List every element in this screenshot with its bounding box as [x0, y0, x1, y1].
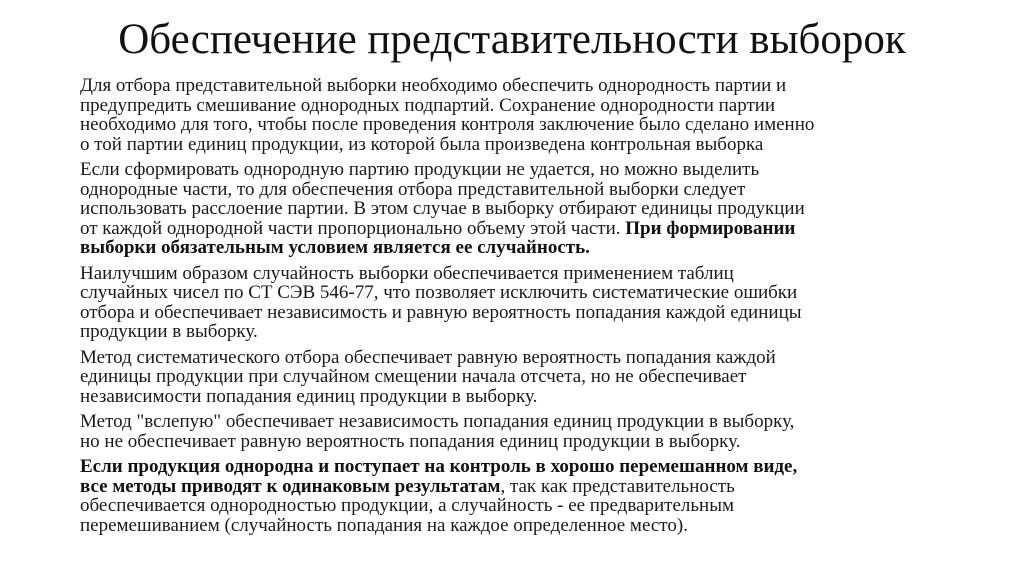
text-line — [80, 477, 960, 497]
text-line — [80, 219, 960, 239]
paragraph-conclusion — [80, 457, 960, 535]
paragraph-stratification — [80, 160, 960, 258]
text-line: необходимо для того, чтобы после проведения контроля заключение было сделано именно — [80, 114, 815, 135]
paragraph-random-tables — [80, 264, 960, 342]
paragraph-homogeneity — [80, 76, 960, 154]
emphasis-text: При формировании — [625, 217, 796, 239]
text-line: перемешиванием (случайность попадания на каждое определенное место). — [80, 514, 688, 536]
emphasis-text: Если продукция однородна и поступает на контроль в хорошо перемешанном виде, — [80, 456, 798, 477]
text-line: Если сформировать однородную партию продукции не удается, но можно выделить — [80, 159, 760, 180]
text-line: отбора и обеспечивает независимость и равную вероятность попадания каждой единицы — [80, 301, 802, 323]
text-line: единицы продукции при случайном смещении начала отсчета, но не обеспечивает — [80, 366, 747, 387]
text-line: но не обеспечивает равную вероятность попадания единиц продукции в выборку. — [80, 430, 741, 452]
text-line: использовать расслоение партии. В этом случае в выборку отбирают единицы продукции — [80, 198, 805, 219]
text-line — [80, 238, 960, 258]
emphasis-text: все методы приводят к одинаковым результатам — [80, 475, 501, 497]
text-line: Наилучшим образом случайность выборки обеспечивается применением таблиц — [80, 262, 734, 284]
text-line: о той партии единиц продукции, из которой была произведена контрольная выборка — [80, 133, 764, 155]
text-line — [80, 457, 960, 477]
text-segment: , так как представительность — [500, 475, 735, 497]
text-line: Для отбора представительной выборки необходимо обеспечить однородность партии и — [80, 75, 787, 96]
slide-body — [80, 76, 960, 541]
paragraph-systematic — [80, 348, 960, 407]
text-line: Метод систематического отбора обеспечивает равную вероятность попадания каждой — [80, 346, 776, 368]
text-line: Метод "вслепую" обеспечивает независимость попадания единиц продукции в выборку, — [80, 411, 795, 432]
slide-title: Обеспечение представительности выборок — [118, 16, 906, 63]
text-line: однородные части, то для обеспечения отбора представительной выборки следует — [80, 178, 746, 200]
text-line: продукции в выборку. — [80, 321, 258, 342]
paragraph-blind-method — [80, 412, 960, 451]
text-line: случайных чисел по СТ СЭВ 546-77, что позволяет исключить систематические ошибки — [80, 282, 798, 303]
text-line: обеспечивается однородностью продукции, а случайность - ее предварительным — [80, 495, 734, 516]
emphasis-text: выборки обязательным условием является ее случайность. — [80, 237, 590, 258]
text-segment: от каждой однородной части пропорционально объему этой части. — [80, 217, 626, 239]
text-line: независимости попадания единиц продукции в выборку. — [80, 385, 538, 407]
text-line: предупредить смешивание однородных подпартий. Сохранение однородности партии — [80, 94, 776, 116]
